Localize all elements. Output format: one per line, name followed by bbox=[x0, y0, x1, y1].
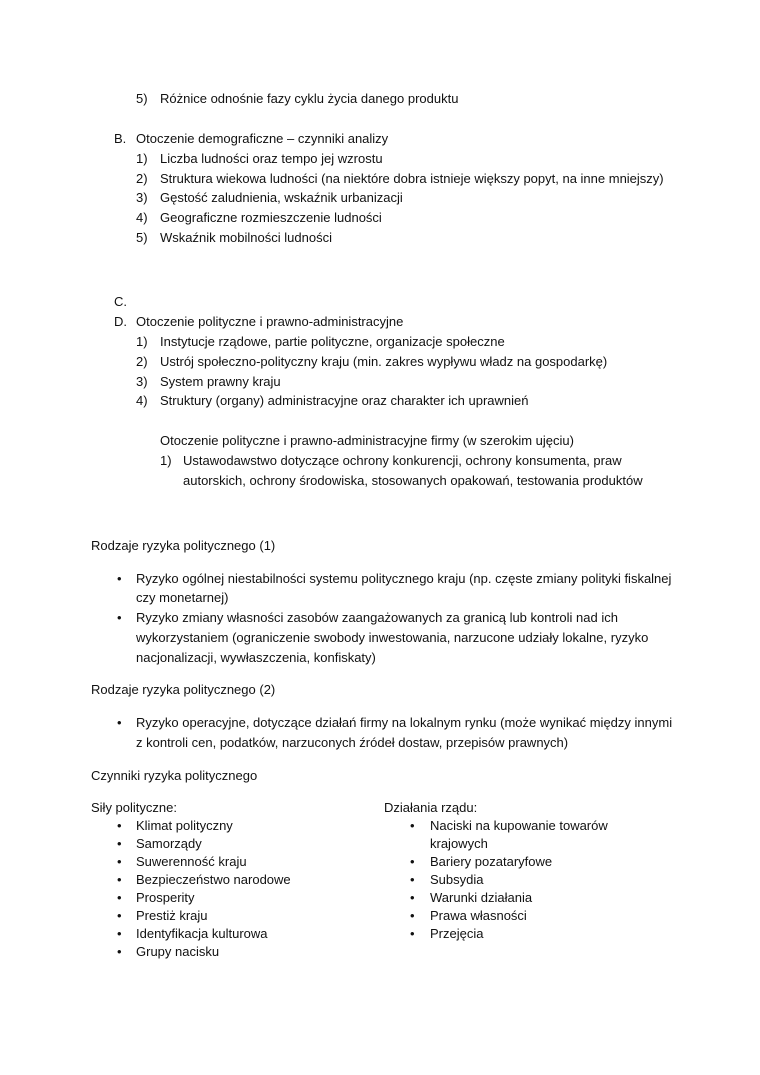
list-item: Warunki działania bbox=[430, 890, 533, 905]
bullet-icon: • bbox=[117, 872, 122, 887]
bullet-icon: • bbox=[410, 854, 415, 869]
list-item: Struktury (organy) administracyjne oraz charakter ich uprawnień bbox=[160, 393, 529, 408]
bullet-icon: • bbox=[410, 818, 415, 833]
list-item: Liczba ludności oraz tempo jej wzrostu bbox=[160, 151, 383, 166]
bullet-icon: • bbox=[410, 872, 415, 887]
list-item: Prestiż kraju bbox=[136, 908, 208, 923]
bullet-icon: • bbox=[117, 818, 122, 833]
bullet-icon: • bbox=[117, 836, 122, 851]
list-number: 5) bbox=[136, 230, 148, 245]
list-item: Subsydia bbox=[430, 872, 484, 887]
list-item: System prawny kraju bbox=[160, 374, 281, 389]
section-heading-b: Otoczenie demograficzne – czynniki analizy bbox=[136, 131, 389, 146]
list-number: 3) bbox=[136, 190, 148, 205]
bullet-line: Ryzyko operacyjne, dotyczące działań firmy na lokalnym rynku (może wynikać między innymi bbox=[136, 715, 673, 730]
list-item: Naciski na kupowanie towarów bbox=[430, 818, 608, 833]
bullet-line: Ryzyko ogólnej niestabilności systemu politycznego kraju (np. częste zmiany polityki fiskalnej bbox=[136, 571, 672, 586]
list-number: 5) bbox=[136, 91, 148, 106]
bullet-icon: • bbox=[117, 908, 122, 923]
bullet-line: z kontroli cen, podatków, narzuconych źródeł dostaw, przepisów prawnych) bbox=[136, 735, 569, 750]
list-item: Różnice odnośnie fazy cyklu życia danego produktu bbox=[160, 91, 459, 106]
bullet-icon: • bbox=[117, 890, 122, 905]
bullet-icon: • bbox=[117, 926, 122, 941]
list-number: 4) bbox=[136, 210, 148, 225]
section-heading-d: Otoczenie polityczne i prawno-administracyjne bbox=[136, 314, 404, 329]
risk1-heading: Rodzaje ryzyka politycznego (1) bbox=[91, 538, 276, 553]
bullet-icon: • bbox=[117, 610, 122, 625]
sub-heading: Otoczenie polityczne i prawno-administracyjne firmy (w szerokim ujęciu) bbox=[160, 433, 574, 448]
bullet-icon: • bbox=[410, 926, 415, 941]
bullet-line: wykorzystaniem (ograniczenie swobody inwestowania, narzucone udziały lokalne, ryzyko bbox=[136, 630, 649, 645]
list-item: Bezpieczeństwo narodowe bbox=[136, 872, 291, 887]
section-letter-c: C. bbox=[114, 294, 127, 309]
risk2-heading: Rodzaje ryzyka politycznego (2) bbox=[91, 682, 276, 697]
list-item: Struktura wiekowa ludności (na niektóre dobra istnieje większy popyt, na inne mniejszy) bbox=[160, 171, 664, 186]
list-number: 2) bbox=[136, 171, 148, 186]
list-item: Klimat polityczny bbox=[136, 818, 233, 833]
list-item: Samorządy bbox=[136, 836, 202, 851]
list-number: 1) bbox=[160, 453, 172, 468]
bullet-icon: • bbox=[117, 571, 122, 586]
list-item: Ustrój społeczno-polityczny kraju (min. zakres wypływu władz na gospodarkę) bbox=[160, 354, 608, 369]
bullet-icon: • bbox=[410, 890, 415, 905]
bullet-icon: • bbox=[117, 715, 122, 730]
bullet-line: nacjonalizacji, wywłaszczenia, konfiskaty) bbox=[136, 650, 376, 665]
list-item: Identyfikacja kulturowa bbox=[136, 926, 268, 941]
list-item: Geograficzne rozmieszczenie ludności bbox=[160, 210, 382, 225]
section-letter-d: D. bbox=[114, 314, 127, 329]
list-number: 1) bbox=[136, 334, 148, 349]
list-item: Gęstość zaludnienia, wskaźnik urbanizacji bbox=[160, 190, 403, 205]
section-letter-b: B. bbox=[114, 131, 127, 146]
list-item: Prawa własności bbox=[430, 908, 527, 923]
list-item: Instytucje rządowe, partie polityczne, organizacje społeczne bbox=[160, 334, 505, 349]
list-item: krajowych bbox=[430, 836, 488, 851]
list-item: Prosperity bbox=[136, 890, 195, 905]
list-item: Wskaźnik mobilności ludności bbox=[160, 230, 332, 245]
bullet-icon: • bbox=[117, 944, 122, 959]
list-item: Przejęcia bbox=[430, 926, 484, 941]
list-item: Bariery pozataryfowe bbox=[430, 854, 553, 869]
list-item: Suwerenność kraju bbox=[136, 854, 247, 869]
list-number: 1) bbox=[136, 151, 148, 166]
bullet-icon: • bbox=[117, 854, 122, 869]
bullet-line: Ryzyko zmiany własności zasobów zaangażowanych za granicą lub kontroli nad ich bbox=[136, 610, 618, 625]
bullet-line: czy monetarnej) bbox=[136, 590, 229, 605]
list-item: Grupy nacisku bbox=[136, 944, 220, 959]
list-item-line: Ustawodawstwo dotyczące ochrony konkurencji, ochrony konsumenta, praw bbox=[183, 453, 622, 468]
factors-heading: Czynniki ryzyka politycznego bbox=[91, 768, 258, 783]
right-column-title: Działania rządu: bbox=[384, 800, 478, 815]
list-number: 3) bbox=[136, 374, 148, 389]
left-column-title: Siły polityczne: bbox=[91, 800, 177, 815]
bullet-icon: • bbox=[410, 908, 415, 923]
list-number: 4) bbox=[136, 393, 148, 408]
list-item-line: autorskich, ochrony środowiska, stosowanych opakowań, testowania produktów bbox=[183, 473, 643, 488]
list-number: 2) bbox=[136, 354, 148, 369]
